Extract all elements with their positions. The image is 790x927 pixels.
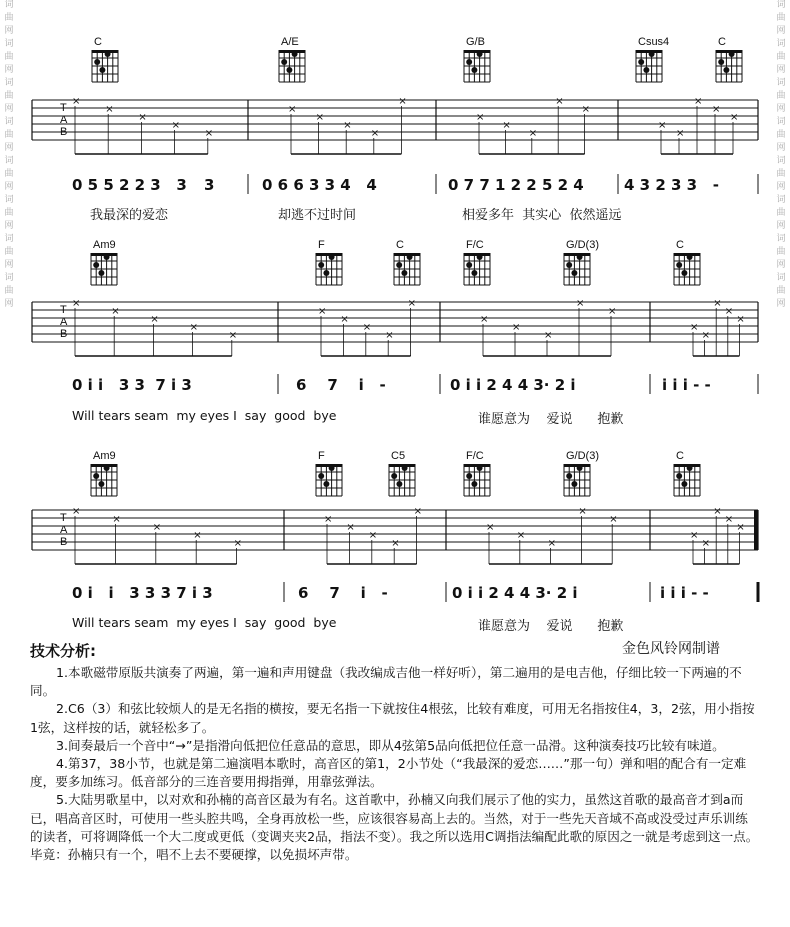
jianpu-measure: i i i - - xyxy=(660,584,709,602)
tab-mark: × xyxy=(233,538,242,549)
tab-mark: × xyxy=(701,538,710,549)
tab-mark: × xyxy=(324,514,333,525)
tab-mark: × xyxy=(578,506,587,517)
watermark-glyph: 网 xyxy=(776,65,786,75)
tab-mark: × xyxy=(413,506,422,517)
tab-clef-letter: A xyxy=(60,316,68,328)
watermark-glyph: 网 xyxy=(776,299,786,309)
lyric-line: 却逃不过时间 xyxy=(278,208,357,223)
tab-clef-letter: B xyxy=(60,536,68,548)
tab-clef-letter: T xyxy=(60,304,67,316)
tab-mark: × xyxy=(343,120,352,131)
chord-dot xyxy=(723,67,729,73)
tab-mark: × xyxy=(476,112,485,123)
chord-dot xyxy=(104,254,110,260)
chord-dot xyxy=(329,254,335,260)
tab-clef-letter: T xyxy=(60,102,67,114)
chord-dot xyxy=(292,51,298,57)
tab-mark: × xyxy=(228,330,238,341)
credit-text: 金色风铃网制谱 xyxy=(622,641,720,657)
watermark-glyph: 词 xyxy=(776,0,786,10)
chord-dot xyxy=(98,270,104,276)
tab-mark: × xyxy=(150,314,159,325)
chord-dot xyxy=(93,473,99,479)
tab-clef-letter: A xyxy=(60,524,68,536)
chord-name: F xyxy=(318,239,325,251)
watermark-glyph: 曲 xyxy=(4,286,14,296)
chord-dot xyxy=(718,59,724,65)
watermark-glyph: 词 xyxy=(4,234,14,244)
chord-dot xyxy=(571,481,577,487)
watermark-glyph: 曲 xyxy=(776,52,786,62)
tab-mark: × xyxy=(105,104,114,115)
analysis-notes xyxy=(30,664,760,864)
chord-dot xyxy=(466,59,472,65)
tab-mark: × xyxy=(340,314,349,325)
chord-dot xyxy=(477,254,483,260)
chord-dot xyxy=(104,465,110,471)
lyric-line: 谁愿意为 爱说 抱歉 xyxy=(478,619,624,634)
lyric-line: 我最深的爱恋 xyxy=(90,208,169,223)
tab-mark: × xyxy=(516,530,526,541)
note-paragraph: 1.本歌磁带原版共演奏了两遍，第一遍和声用键盘（我改编成吉他一样好听），第二遍用的是电吉他，仔细比较一下两遍的不同。 xyxy=(30,665,742,699)
chord-dot xyxy=(566,473,572,479)
tab-mark: × xyxy=(204,128,214,139)
tab-mark: × xyxy=(736,314,745,325)
tab-mark: × xyxy=(701,330,710,341)
chord-dot xyxy=(681,481,687,487)
chord-dot xyxy=(649,51,655,57)
watermark-glyph: 词 xyxy=(4,273,14,283)
watermark-glyph: 词 xyxy=(776,156,786,166)
chord-dot xyxy=(323,270,329,276)
chord-name: F/C xyxy=(466,239,484,251)
tab-mark: × xyxy=(486,522,495,533)
chord-dot xyxy=(323,481,329,487)
watermark-glyph: 曲 xyxy=(776,286,786,296)
watermark-glyph: 词 xyxy=(776,78,786,88)
tab-mark: × xyxy=(407,298,416,309)
tab-mark: × xyxy=(694,96,703,107)
chord-name: G/D(3) xyxy=(566,450,599,462)
chord-dot xyxy=(566,262,572,268)
watermark-glyph: 曲 xyxy=(4,169,14,179)
watermark-glyph: 网 xyxy=(4,221,14,231)
analysis-heading: 技术分析: xyxy=(30,642,96,660)
chord-name: Am9 xyxy=(93,239,116,251)
watermark-glyph: 词 xyxy=(4,117,14,127)
chord-dot xyxy=(99,67,105,73)
tab-mark: × xyxy=(288,104,297,115)
jianpu-measure: 0 i i 3 3 3 7 i 3 xyxy=(72,584,213,602)
watermark-glyph: 曲 xyxy=(4,130,14,140)
chord-name: Csus4 xyxy=(638,36,670,48)
chord-name: G/B xyxy=(466,36,485,48)
tab-mark: × xyxy=(502,120,511,131)
tab-mark: × xyxy=(713,298,722,309)
chord-name: C xyxy=(676,450,684,462)
chord-dot xyxy=(94,59,100,65)
watermark-glyph: 词 xyxy=(4,39,14,49)
note-paragraph: 5.大陆男歌星中，以对欢和孙楠的高音区最为有名。这首歌中，孙楠又向我们展示了他的实力，虽然这首歌的最高音才到a而已，唱高音区时，可使用一些头腔共鸣，全身再放松一些，应该很容易高上去的。当然，对于一些先天音域不高或没受过声乐训练的读者，可将调降低一个大二度或更低（变调夹夹2品，指法不变）。我之所以选用C调指法编配此歌的原因之一就是考虑到这一点。毕竟：孙楠只有一个，唱不上去不要硬撑，以免损坏声带。 xyxy=(30,792,759,863)
watermark-glyph: 网 xyxy=(4,299,14,309)
watermark-glyph: 曲 xyxy=(4,91,14,101)
watermark-glyph: 网 xyxy=(776,104,786,114)
jianpu-measure: 0 i i 3 3 7 i 3 xyxy=(72,376,192,394)
tab-mark: × xyxy=(152,522,162,533)
tab-mark: × xyxy=(72,96,81,107)
tab-mark: × xyxy=(193,530,202,541)
tab-clef-letter: T xyxy=(60,512,67,524)
tab-mark: × xyxy=(713,506,722,517)
watermark-glyph: 曲 xyxy=(4,13,14,23)
tab-mark: × xyxy=(724,306,734,317)
chord-dot xyxy=(681,270,687,276)
tab-mark: × xyxy=(608,306,617,317)
watermark-glyph: 网 xyxy=(4,104,14,114)
watermark-glyph: 曲 xyxy=(776,169,786,179)
jianpu-measure: 0 6 6 3 3 4 4 xyxy=(262,176,377,194)
jianpu-measure: 0 5 5 2 2 3 3 xyxy=(72,176,187,194)
tab-mark: × xyxy=(171,120,180,131)
tab-mark: × xyxy=(346,522,355,533)
watermark-glyph: 网 xyxy=(776,26,786,36)
chord-dot xyxy=(729,51,735,57)
chord-dot xyxy=(93,262,99,268)
jianpu-measure: 0 i i 2 4 4 3· 2 i xyxy=(450,376,576,394)
chord-dot xyxy=(281,59,287,65)
chord-dot xyxy=(676,473,682,479)
tab-mark: × xyxy=(72,298,81,309)
watermark-glyph: 网 xyxy=(776,260,786,270)
chord-name: C xyxy=(396,239,404,251)
watermark-glyph: 网 xyxy=(776,143,786,153)
watermark-glyph: 曲 xyxy=(776,130,786,140)
jianpu-measure: 0 i i 2 4 4 3· 2 i xyxy=(452,584,578,602)
watermark-glyph: 词 xyxy=(776,39,786,49)
chord-dot xyxy=(401,270,407,276)
jianpu-measure: i i i - - xyxy=(662,376,711,394)
chord-dot xyxy=(402,465,408,471)
tab-mark: × xyxy=(512,322,521,333)
watermark-glyph: 网 xyxy=(4,65,14,75)
watermark-glyph: 网 xyxy=(776,221,786,231)
jianpu-measure: 4 3 2 3 3 - xyxy=(624,176,719,194)
lyric-line: Will tears seam my eyes I say good bye xyxy=(72,615,337,630)
tab-mark: × xyxy=(724,514,734,525)
chord-name: C xyxy=(718,36,726,48)
chord-dot xyxy=(477,465,483,471)
chord-name: A/E xyxy=(281,36,299,48)
chord-dot xyxy=(687,254,693,260)
tab-mark: × xyxy=(385,330,394,341)
tab-mark: × xyxy=(138,112,147,123)
watermark-glyph: 曲 xyxy=(4,52,14,62)
tab-mark: × xyxy=(72,506,81,517)
chord-dot xyxy=(577,465,583,471)
watermark-glyph: 词 xyxy=(4,78,14,88)
chord-dot xyxy=(329,465,335,471)
chord-dot xyxy=(638,59,644,65)
chord-name: C xyxy=(676,239,684,251)
tab-mark: × xyxy=(189,322,198,333)
tab-mark: × xyxy=(391,538,400,549)
chord-dot xyxy=(286,67,292,73)
tab-mark: × xyxy=(690,530,699,541)
tab-clef-letter: B xyxy=(60,328,68,340)
tab-mark: × xyxy=(480,314,489,325)
note-paragraph: 2.C6（3）和弦比较烦人的是无名指的横按，要无名指一下就按住4根弦，比较有难度，可用无名指按住4，3，2弦，用小指按1弦，这样按的话，就轻松多了。 xyxy=(30,701,755,735)
tab-mark: × xyxy=(609,514,618,525)
tab-mark: × xyxy=(362,322,372,333)
watermark-glyph: 网 xyxy=(4,26,14,36)
tab-mark: × xyxy=(555,96,564,107)
lyric-line: Will tears seam my eyes I say good bye xyxy=(72,408,337,423)
tab-mark: × xyxy=(690,322,699,333)
chord-dot xyxy=(676,262,682,268)
tab-mark: × xyxy=(658,120,667,131)
chord-name: C5 xyxy=(391,450,406,462)
chord-dot xyxy=(471,67,477,73)
chord-name: F/C xyxy=(466,450,484,462)
chord-dot xyxy=(407,254,413,260)
chord-dot xyxy=(396,262,402,268)
chord-dot xyxy=(477,51,483,57)
watermark-glyph: 词 xyxy=(4,195,14,205)
tab-mark: × xyxy=(318,306,327,317)
chord-dot xyxy=(98,481,104,487)
chord-dot xyxy=(471,270,477,276)
note-paragraph: 3.间奏最后一个音中“→”是指滑向低把位任意品的意思，即从4弦第5品向低把位任意一品滑。这种演奏技巧比较有味道。 xyxy=(56,737,725,753)
chord-dot xyxy=(687,465,693,471)
lyric-line: 相爱多年 其实心 依然遥远 xyxy=(462,208,622,223)
chord-dot xyxy=(396,481,402,487)
tab-mark: × xyxy=(112,514,121,525)
chord-dot xyxy=(466,262,472,268)
watermark-glyph: 词 xyxy=(776,273,786,283)
watermark-glyph: 词 xyxy=(776,234,786,244)
tab-mark: × xyxy=(368,530,378,541)
tab-mark: × xyxy=(712,104,721,115)
chord-dot xyxy=(318,473,324,479)
watermark-glyph: 网 xyxy=(4,260,14,270)
final-bar xyxy=(754,510,758,550)
tab-mark: × xyxy=(730,112,739,123)
chord-dot xyxy=(643,67,649,73)
watermark-glyph: 曲 xyxy=(776,13,786,23)
chord-name: Am9 xyxy=(93,450,116,462)
watermark-glyph: 词 xyxy=(776,195,786,205)
note-paragraph: 4.第37，38小节，也就是第二遍演唱本歌时，高音区的第1，2小节处（“我最深的爱恋……”那一句）弹和唱的配合有一定难度，要多加练习。低音部分的三连音要用拇指弹，用靠弦弹法。 xyxy=(30,756,747,790)
watermark-glyph: 词 xyxy=(776,117,786,127)
tab-mark: × xyxy=(547,538,556,549)
chord-dot xyxy=(577,254,583,260)
jianpu-measure: 6 7 i - xyxy=(296,376,386,394)
chord-dot xyxy=(466,473,472,479)
watermark-glyph: 曲 xyxy=(4,208,14,218)
jianpu-measure: 6 7 i - xyxy=(298,584,388,602)
tab-mark: × xyxy=(676,128,685,139)
chord-dot xyxy=(571,270,577,276)
watermark-glyph: 曲 xyxy=(776,247,786,257)
watermark-glyph: 曲 xyxy=(4,247,14,257)
tab-mark: × xyxy=(315,112,324,123)
chord-name: G/D(3) xyxy=(566,239,599,251)
watermark-glyph: 词 xyxy=(4,156,14,166)
tab-mark: × xyxy=(544,330,553,341)
chord-dot xyxy=(105,51,111,57)
chord-dot xyxy=(471,481,477,487)
tab-clef-letter: A xyxy=(60,114,68,126)
tab-mark: × xyxy=(576,298,585,309)
jianpu-measure: 3 xyxy=(204,176,215,194)
tab-mark: × xyxy=(581,104,590,115)
tab-mark: × xyxy=(111,306,120,317)
tab-mark: × xyxy=(736,522,745,533)
watermark-glyph: 网 xyxy=(776,182,786,192)
watermark-glyph: 曲 xyxy=(776,91,786,101)
watermark-glyph: 网 xyxy=(4,182,14,192)
tab-clef-letter: B xyxy=(60,126,68,138)
chord-dot xyxy=(391,473,397,479)
chord-name: F xyxy=(318,450,325,462)
watermark-glyph: 网 xyxy=(4,143,14,153)
chord-dot xyxy=(318,262,324,268)
lyric-line: 谁愿意为 爱说 抱歉 xyxy=(478,412,624,427)
tab-mark: × xyxy=(370,128,380,139)
jianpu-measure: 0 7 7 1 2 2 5 2 4 xyxy=(448,176,584,194)
watermark-glyph: 曲 xyxy=(776,208,786,218)
chord-name: C xyxy=(94,36,102,48)
tab-mark: × xyxy=(528,128,538,139)
watermark-glyph: 词 xyxy=(4,0,14,10)
tab-mark: × xyxy=(398,96,407,107)
